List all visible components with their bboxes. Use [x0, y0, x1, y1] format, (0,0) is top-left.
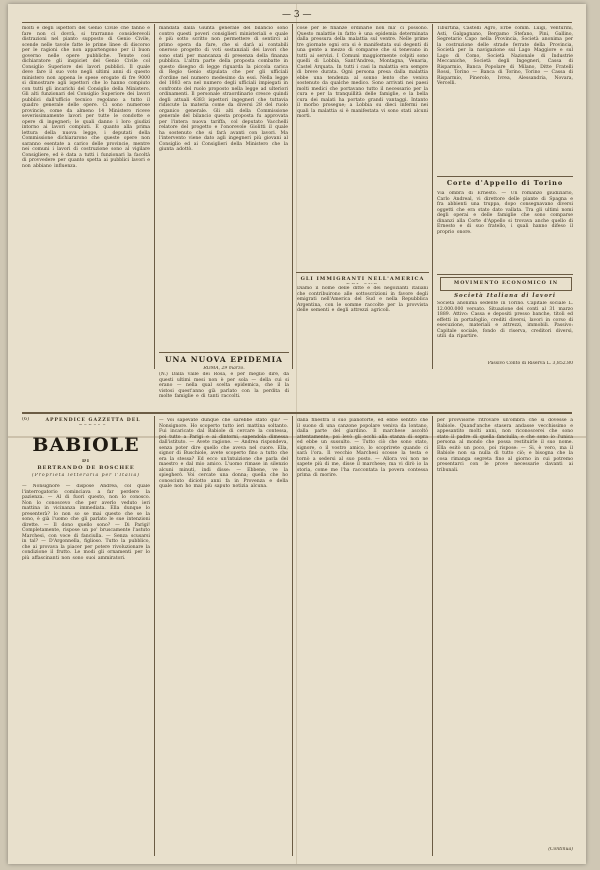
court-article: Via ombra di Ernesto. — Un romanzo giudiziario, Carlo Andreal, vi direttore delle piante di Spagna e fra abbienti una truppa, dopo consegnavano diversi oggetti che era stato dato vallata. Tra gli ultimi nomi degli operai e delle famiglie che sono comparse dinanzi alla Corte d'Appello si trovava anche quello di Ernesto e di suo fratello, i quali hanno difeso il proprio onore.: [437, 191, 573, 235]
court-top-rule: [437, 176, 573, 177]
feuilleton-author: BERTRANDO DE BOSCHEE: [37, 465, 135, 471]
newspaper-page: [8, 4, 586, 864]
economic-header: MOVIMENTO ECONOMICO IN: [453, 280, 559, 286]
article-column-4: Tiburtina, Castelli Agro, Erbe comm. Luigi, Venturini, Asti, Galgagnano, Bergamo Stefano, Pini, Gallino, Segretario Capo nella Provincia, Società anonima per la costruzione delle strade ferrate della Provincia, Società per la navigazione sul Lago Maggiore e sul Lago di Como, Società Nazionale di Industrie Meccaniche, Società degli Ingegneri, Cassa di Risparmio, Banca Popolare di Milano, Ditte Fratelli Rossi, Torino — Banca di Torino, Torino — Cassa di Risparmio, Pinerolo, Ivrea, Alessandria, Novara, Vercelli.: [437, 26, 573, 86]
immigrants-headline: GLI IMMIGRANTI NELL'AMERICA: [300, 276, 425, 282]
column-separator: [292, 24, 293, 369]
notice-box-top-rule: [296, 272, 429, 275]
economic-subheader: Società Italiana di lavori: [454, 293, 556, 299]
article-column-3: cose per le finanze ordinarie non ma' ci possono. Questo malattie in fatto è una epidemia determinata dalla pressura della malattia sul ventre. Nelle prime tre giornate ogni ora si è manifestata sui degenti di una gente a mezzo di comparse che si tenevano in tutti ai servizi. I Comuni maggiormente colpiti sono quelli di Lobbia, Sant'Andrea, Montagna, Venaria, Castel Arquata. In tutti i casi la malattia era sempre di breve durata. Ogni persona presa dalla malattia ebbe una tendenza al sonno lento che veniva sostenuto da qualche medico. Sono arrivati nei paesi molti medici che portavano tutto il necessario per la cura e per la tranquillità delle famiglie, e la bella cura dei malati ha portato grandi vantaggi. Intanto il morbo prosegue; a Lobbia su dieci infermi nei quali la malattia si è manifestata vi sono stati alcuni morti.: [297, 26, 428, 119]
column-separator: [154, 24, 155, 369]
economic-top-rule: [437, 274, 573, 275]
epidemic-top-rule: [159, 352, 289, 353]
feuilleton-title: BABIOLE: [32, 434, 140, 456]
immigrants-article: Diamo il nome delle ditte e dei negozianti italiani che contribuirono alle sottoscrizioni in favore degli emigrati nell'America del Sud e nella Repubblica Argentina, con le somme raccolte per la provvista delle sementi e degli attrezzi agricoli.: [297, 286, 428, 313]
feuilleton-column-1: — Nonsignore — dispose Andrea, col quale l'interrogatorio cominciava a far perdere la pazienza. — Al di fuori questo, non lo conosco. Non lo conoscevo che per averlo veduto ieri mattina in vicinanza immediata. Ella dunque lo presenterà? lo non so se mai questo che se la sono, è già l'uomo che gli parlato le sue intenzioni dirette. — Il dono quello sono? — Di Parigi! Completamente, rispose un po' bruscamente l'astuto Marchesi, con voce di fanciulla. — Senza scusarsi in tal? — D'Argonnella, figlioso. Tutto la pubblico, che ai provava la piacer per potere rivoluzionare la condizione il frutto. Le modi gli ornamenti per lo più affascinanti non sono suoi ammiratori.: [22, 484, 150, 561]
economic-article: Società anonima sedente in Torino. Capitale sociale L. 12.000.000 versato. Situazione dei conti al 31 marzo 1889. Attivo: Cassa e depositi presso banche, titoli ed effetti in portafoglio, crediti diversi, lavori in corso di esecuzione, materiali e attrezzi, immobili. Passivo: Capitale sociale, fondo di riserva, creditori diversi, utili da ripartire.: [437, 301, 573, 339]
feuilleton-subtitle-prefix: DI: [81, 459, 90, 464]
header-rule: [22, 22, 572, 23]
section-divider: [22, 412, 572, 414]
column-separator: [432, 416, 433, 856]
feuilleton-column-4: per provvisorie ritrovare un'ombra che si dovesse a Babiole. Quand'anche stasera andasse vecchissimo e appesantito molti anni, non riconoscerei che sono stato il padre di quella fanciulla, e che sono io l'unica persona al mondo che possa restituirle il suo nome. Ella esitò un poco, poi rispose: — Si, è vero, ma il Babiole non sa nulla di tutto ciò; e bisogna che la cosa rimanga segreta fino al giorno in cui potremo presentarci con le prove necessarie davanti ai tribunali.: [437, 418, 573, 473]
feuilleton-column-3: dalla finestra il suo pianoforte, ed ebbe sentito che il suono di una canzone popolare veniva da lontano, dalla parte del giardino. Il marchese ascoltò attentamente, poi levò gli occhi alla stanza di sopra ed ebbe un sussulto. — Tutto ciò che sono stato, signore, o il vostro amico, lo scoprirete quando ci sarà l'ora. Il vecchio Marchesi scosse la testa e tornò a sedersi al suo posto. — Allora voi non ne sapete più di me, disse il marchese; ma vi dirò io la storia, come me l'ha raccontata la povera contessa prima di morire.: [297, 418, 428, 478]
epidemic-article: (N.) Dalla valle dei Rosa, è per meglio dire, da questi ultimi mesi non è per sola — della cui si erano — nella qual scelta epidemica, che il la vistosi quest'anno già parlato con la perdita di molte famiglie e di tanti raccolti.: [159, 372, 289, 399]
column-separator: [292, 416, 293, 856]
epidemic-dateline: ROMA, 29 marzo.: [203, 366, 245, 371]
feuilleton-column-2: — Voi sapevate dunque che sarebbe stato qui? — Nonsignore. Ho scoperto tutto ieri mattina soltanto. Fui incaricato dal Babiole di cercare la contessa, poi tutto a Parigi e ai dintorni, sapendola dimessa dall'istituto. — Avete ragione. — Andrea rispondeva, senza poter dire quello che aveva nel cuore. Ella, signor di Buschiole, avete scoperto fino a tutto che era la stessa? Ed ecco un'intuizione che parla del maestro e dal mio amico. L'uomo rimase in silenzio alcuni minuti, indi disse: — Ebbene, ve la spiegherò. Voi cercate una donna; quella che ho conosciuto diciotto anni fa in Provenza e della quale non ho mai più saputo notizia alcuna.: [159, 418, 288, 489]
epidemic-headline: UNA NUOVA EPIDEMIA: [164, 355, 283, 364]
feuilleton-continued: (Continua): [548, 847, 573, 852]
article-column-2: mandata dalla Giunta generale del bilancio sono contro questi poveri consiglieri ministeriali e quale è più sotto scritto non permettere di sentirci al primo opera da fare, che si darà ai contabili oneroso progetto di voti sostanziali dei lavori che sono stati per mancanza di presenza della finanza pubblica. L'altra parte della proposta combatte in questo disegno di legge riguarda la piccola carica di Regio Genio stipulata che per gli ufficiali d'ordine nel numero medesimo da essi. Nella legge del 1883 era nel numero degli ufficiali impiegati in confronto del ruolo proposto nella legge ad ulteriori ordinamenti. Il personale straordinario cresce quindi degli attuali 4383 ispettori ingegneri che tuttavia ridiscute la materia come da diversi 28 del ruolo organico generale. Gli alti della Commissione generale del bilancio questa proposta fu approvata per l'intera nuova tariffa, col deputato Vacchelli relatore del progetto e l'onorevole Giolitti il quale ha sostenuto che si farà avanti con lavori. Ma l'intervento viene dato agli ingegneri più giovani al Consiglio ed ai Consiglieri della Ministero che la giunta adottò.: [159, 26, 288, 152]
column-separator: [432, 24, 433, 369]
column-separator: [154, 416, 155, 856]
article-column-1: molti e degli ispettori del Genio Civile che fanno e fare non ci dovrà, si trarranno considerevoli distrazioni nel pianto supposto di Genio Civile, scende nelle tavole fatte le prime linee di discorso per le ragioni che non appartengono per il buon governo nelle opere pubbliche. Tenute così dichiaratore gli inspiciet del Genio Civile col Consiglio Superiore dei lavori pubblici. Il quale deve fare il suo voto negli ultimi anni di questo ministero non appena le spese erogate di fre 9000 si dimostrare agli ispettori che lo hanno compiuto con tutti gli incarichi del Consiglio della Ministero. Gli alti funzionari del Consiglio Superiore dei lavori pubblici dall'ufficio tecnico regolano a tutto il quadro generale delle opere. Ci sono numerose provincie, come da almeno 14 Ministero riceve severissimamente lavori per tutte le condotte e opere di ingegneri; le quali danno i loro giudizi intorno ai lavori compiuti. E quanto alla prima lettura della nuova legge, i deputati della Commissione dichiararono che queste opere non saranno esentate a carico delle provincie, mentre nei comuni i lavori di costruzione sono al vigilare Consigliere, ed è data a tutti i funzionari la facoltà di provvedere per quanto spetta ai pubblici lavori e non abbiano influenza.: [22, 26, 150, 169]
court-headline: Corte d'Appello di Torino: [446, 179, 564, 187]
feuilleton-series-title: APPENDICE GAZZETTA DEL: [45, 418, 141, 423]
economic-total: Passivo Conto di Riserva L. 3,852.80: [487, 361, 573, 366]
feuilleton-number: (6): [22, 417, 30, 422]
page-number: — 3 —: [282, 10, 312, 20]
feuilleton-translator: (Proprietà letteraria per l'Italia): [31, 473, 140, 478]
